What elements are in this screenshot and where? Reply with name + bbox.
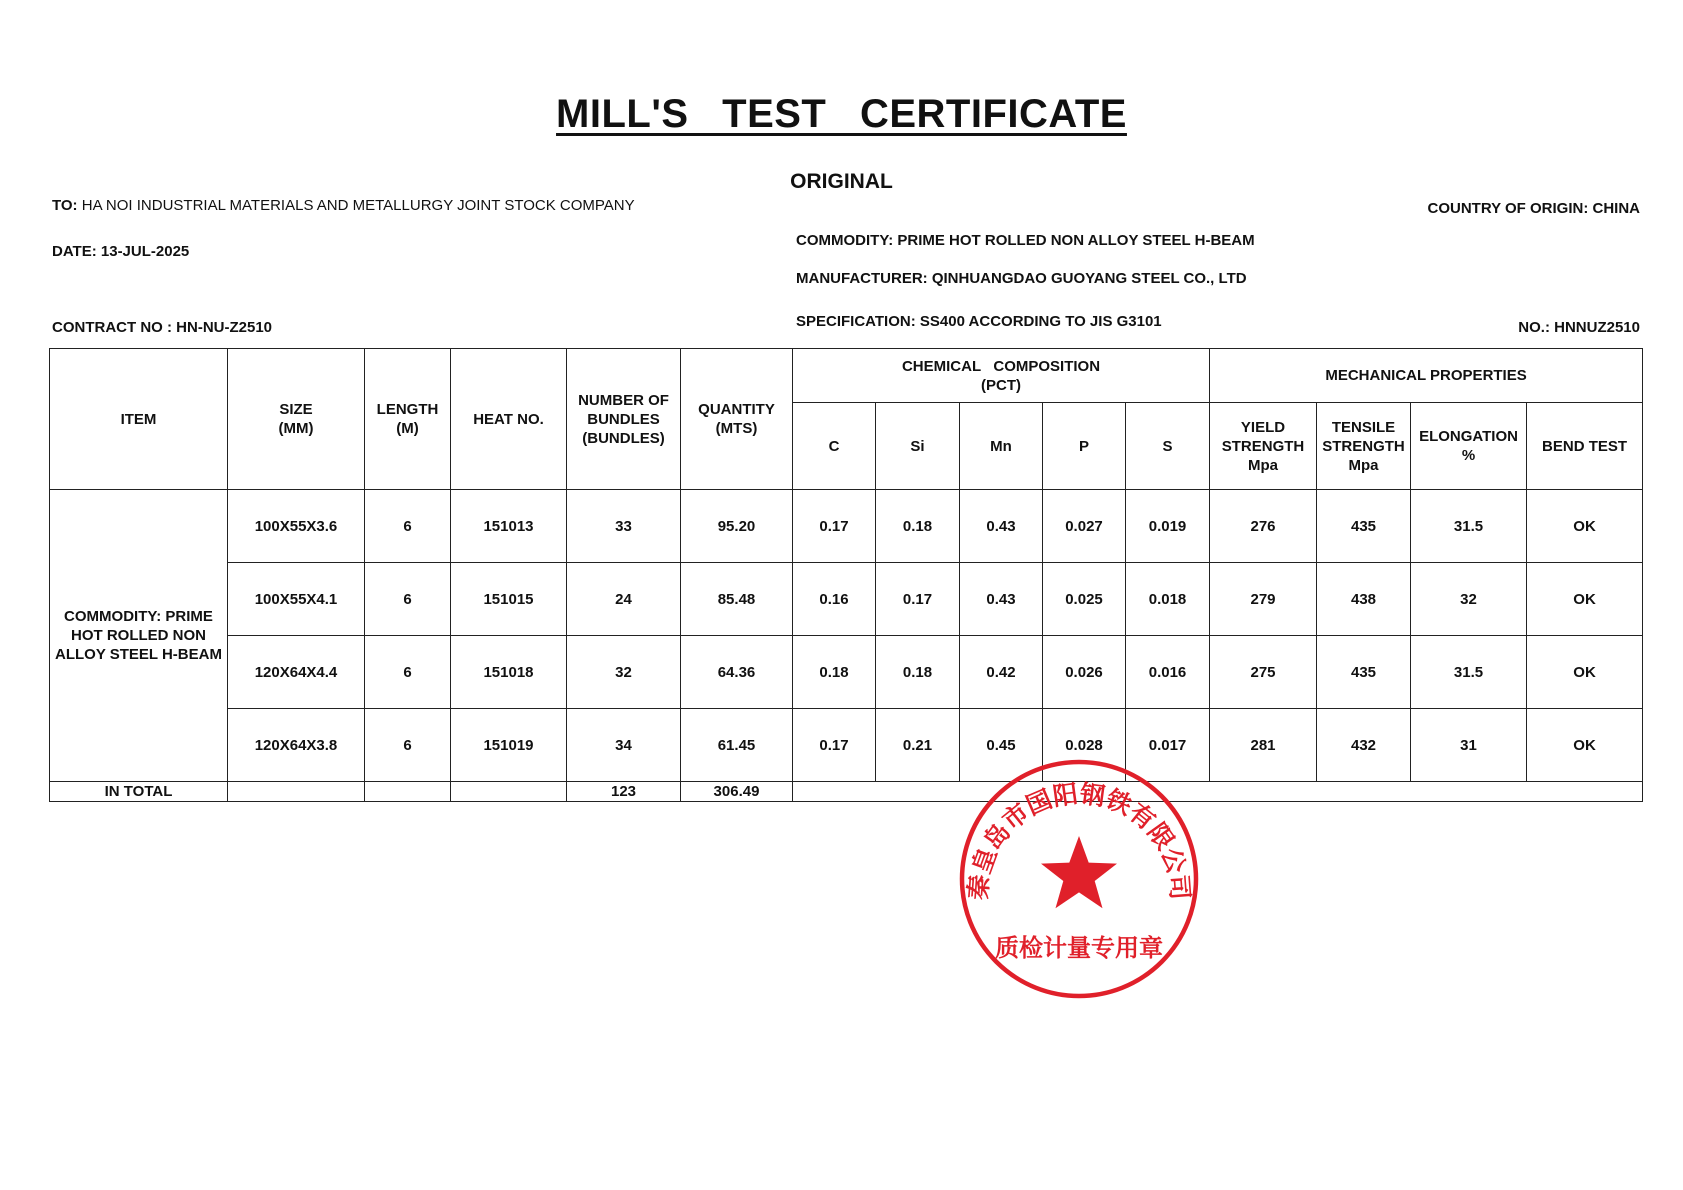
header-item: ITEM xyxy=(50,349,228,490)
cell-bend: OK xyxy=(1527,563,1643,636)
header-bundles: NUMBER OF BUNDLES (BUNDLES) xyxy=(567,349,681,490)
cell-bend: OK xyxy=(1527,709,1643,782)
cell-quantity: 95.20 xyxy=(681,490,793,563)
cell-c: 0.17 xyxy=(793,490,876,563)
table-row xyxy=(50,636,1643,709)
cell-tensile: 435 xyxy=(1317,490,1411,563)
cell-mn: 0.42 xyxy=(960,636,1043,709)
header-mn: Mn xyxy=(960,403,1043,490)
cell-s: 0.016 xyxy=(1126,636,1210,709)
certificate-number: NO.: HNNUZ2510 xyxy=(1518,319,1640,336)
header-s: S xyxy=(1126,403,1210,490)
cell-p: 0.027 xyxy=(1043,490,1126,563)
cell-s: 0.019 xyxy=(1126,490,1210,563)
header-heat-no: HEAT NO. xyxy=(451,349,567,490)
cell-bundles: 24 xyxy=(567,563,681,636)
total-empty-cell xyxy=(228,782,365,802)
cell-quantity: 64.36 xyxy=(681,636,793,709)
total-row xyxy=(50,782,1643,802)
header-row-1 xyxy=(50,349,1643,403)
header-bend-test: BEND TEST xyxy=(1527,403,1643,490)
cell-yield: 276 xyxy=(1210,490,1317,563)
recipient-line xyxy=(52,197,635,214)
page-title: MILL'S TEST CERTIFICATE xyxy=(556,92,1127,136)
table-row xyxy=(50,490,1643,563)
cell-si: 0.18 xyxy=(876,636,960,709)
total-quantity: 306.49 xyxy=(681,782,793,802)
header-quantity: QUANTITY (MTS) xyxy=(681,349,793,490)
cell-tensile: 435 xyxy=(1317,636,1411,709)
cell-mn: 0.45 xyxy=(960,709,1043,782)
cell-bend: OK xyxy=(1527,636,1643,709)
certificate-table xyxy=(49,348,1643,802)
to-label: TO: xyxy=(52,197,78,214)
total-empty-cell xyxy=(451,782,567,802)
cell-elongation: 31.5 xyxy=(1411,636,1527,709)
header-c: C xyxy=(793,403,876,490)
cell-si: 0.17 xyxy=(876,563,960,636)
seal-purpose-text: 质检计量专用章 xyxy=(995,934,1163,962)
header-length: LENGTH (M) xyxy=(365,349,451,490)
cell-heat: 151018 xyxy=(451,636,567,709)
cell-size: 120X64X4.4 xyxy=(228,636,365,709)
table-row xyxy=(50,563,1643,636)
total-empty-cell xyxy=(365,782,451,802)
header-chemical-composition: CHEMICAL COMPOSITION (PCT) xyxy=(793,349,1210,403)
header-p: P xyxy=(1043,403,1126,490)
original-label: ORIGINAL xyxy=(790,170,893,193)
cell-yield: 279 xyxy=(1210,563,1317,636)
cell-yield: 281 xyxy=(1210,709,1317,782)
cell-length: 6 xyxy=(365,709,451,782)
cell-size: 100X55X4.1 xyxy=(228,563,365,636)
manufacturer-field: MANUFACTURER: QINHUANGDAO GUOYANG STEEL CO., LTD xyxy=(796,270,1247,287)
cell-p: 0.026 xyxy=(1043,636,1126,709)
total-label: IN TOTAL xyxy=(50,782,228,802)
cell-yield: 275 xyxy=(1210,636,1317,709)
cell-c: 0.18 xyxy=(793,636,876,709)
cell-elongation: 31.5 xyxy=(1411,490,1527,563)
cell-length: 6 xyxy=(365,563,451,636)
cell-si: 0.21 xyxy=(876,709,960,782)
cell-mn: 0.43 xyxy=(960,563,1043,636)
recipient-name: HA NOI INDUSTRIAL MATERIALS AND METALLURGY JOINT STOCK COMPANY xyxy=(81,197,635,214)
header-elongation: ELONGATION % xyxy=(1411,403,1527,490)
cell-bend: OK xyxy=(1527,490,1643,563)
cell-length: 6 xyxy=(365,490,451,563)
country-of-origin: COUNTRY OF ORIGIN: CHINA xyxy=(1427,200,1640,217)
table-row xyxy=(50,709,1643,782)
cell-bundles: 34 xyxy=(567,709,681,782)
header-mechanical-properties: MECHANICAL PROPERTIES xyxy=(1210,349,1643,403)
date-field: DATE: 13-JUL-2025 xyxy=(52,243,190,260)
cell-elongation: 31 xyxy=(1411,709,1527,782)
cell-bundles: 33 xyxy=(567,490,681,563)
cell-p: 0.025 xyxy=(1043,563,1126,636)
seal-company-text: 秦皇岛市国阳钢铁有限公司 xyxy=(963,779,1195,901)
cell-c: 0.16 xyxy=(793,563,876,636)
cell-s: 0.017 xyxy=(1126,709,1210,782)
cell-p: 0.028 xyxy=(1043,709,1126,782)
cell-tensile: 438 xyxy=(1317,563,1411,636)
cell-mn: 0.43 xyxy=(960,490,1043,563)
cell-quantity: 85.48 xyxy=(681,563,793,636)
specification-field: SPECIFICATION: SS400 ACCORDING TO JIS G3101 xyxy=(796,313,1162,330)
total-bundles: 123 xyxy=(567,782,681,802)
cell-elongation: 32 xyxy=(1411,563,1527,636)
cell-heat: 151013 xyxy=(451,490,567,563)
star-icon xyxy=(1041,836,1117,908)
cell-tensile: 432 xyxy=(1317,709,1411,782)
header-yield-strength: YIELD STRENGTH Mpa xyxy=(1210,403,1317,490)
cell-length: 6 xyxy=(365,636,451,709)
cell-size: 100X55X3.6 xyxy=(228,490,365,563)
cell-size: 120X64X3.8 xyxy=(228,709,365,782)
header-tensile-strength: TENSILE STRENGTH Mpa xyxy=(1317,403,1411,490)
header-size: SIZE (MM) xyxy=(228,349,365,490)
cell-si: 0.18 xyxy=(876,490,960,563)
company-seal xyxy=(958,758,1200,1000)
cell-c: 0.17 xyxy=(793,709,876,782)
cell-bundles: 32 xyxy=(567,636,681,709)
contract-number: CONTRACT NO : HN-NU-Z2510 xyxy=(52,319,273,336)
item-cell: COMMODITY: PRIME HOT ROLLED NON ALLOY STEEL H-BEAM xyxy=(50,490,228,782)
cell-quantity: 61.45 xyxy=(681,709,793,782)
cell-heat: 151015 xyxy=(451,563,567,636)
cell-s: 0.018 xyxy=(1126,563,1210,636)
cell-heat: 151019 xyxy=(451,709,567,782)
commodity-field: COMMODITY: PRIME HOT ROLLED NON ALLOY STEEL H-BEAM xyxy=(796,232,1255,249)
header-si: Si xyxy=(876,403,960,490)
total-empty-cell xyxy=(793,782,1643,802)
